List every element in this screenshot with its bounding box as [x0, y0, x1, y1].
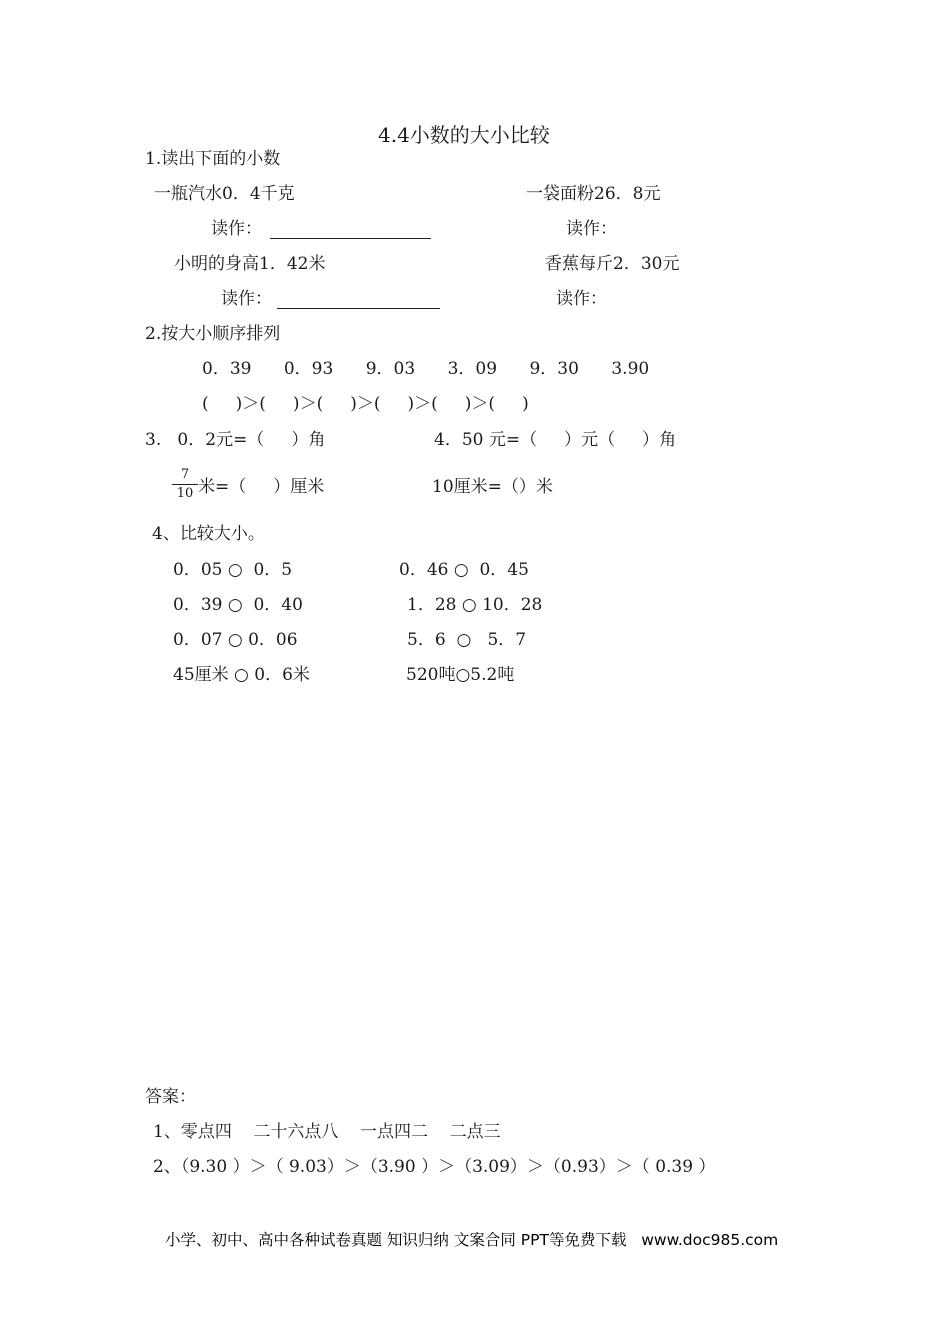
q1-read-label-2: 读作：: [566, 219, 617, 239]
q1-item-height: 小明的身高1．42米: [174, 254, 326, 274]
answers-heading: 答案：: [145, 1087, 196, 1107]
q1-read-label-4: 读作：: [556, 289, 607, 309]
fraction-seven-tenths: [172, 468, 198, 501]
q4-row-1-left: 0．05 ○ 0．5: [173, 560, 293, 580]
answer-line-1: 1、零点四 二十六点八 一点四二 二点三: [153, 1122, 501, 1142]
q4-row-2-left: 0．39 ○ 0．40: [173, 595, 303, 615]
q1-read-label-1: 读作：: [211, 219, 262, 239]
q4-row-4-right: 520吨○5.2吨: [406, 665, 515, 685]
q3-cm-to-meter: 10厘米=（）米: [432, 477, 553, 497]
q1-answer-line-3: [277, 308, 440, 309]
q4-row-3-left: 0．07 ○ 0．06: [173, 630, 298, 650]
answer-line-2: 2、（9.30 ）＞（ 9.03）＞（3.90 ）＞（3.09）＞（0.93）＞（ 0.39 ）: [153, 1157, 716, 1177]
page-title: 4.4小数的大小比较: [378, 123, 550, 147]
q1-read-label-3: 读作：: [221, 289, 272, 309]
q4-row-3-right: 5．6 ○ 5．7: [407, 630, 527, 650]
q4-row-4-left: 45厘米 ○ 0．6米: [173, 665, 310, 685]
fraction-denominator: 10: [176, 486, 194, 501]
q4-heading: 4、比较大小。: [152, 524, 265, 544]
q1-answer-line-1: [270, 238, 431, 239]
q3-meter-to-cm: 米=（ ）厘米: [198, 477, 325, 497]
q4-row-2-right: 1．28 ○ 10．28: [407, 595, 543, 615]
q2-heading: 2.按大小顺序排列: [145, 324, 281, 344]
q2-numbers: 0．39 0．93 9．03 3．09 9．30 3.90: [202, 359, 650, 379]
q1-item-soda: 一瓶汽水0．4千克: [154, 184, 295, 204]
q1-heading: 1.读出下面的小数: [145, 149, 281, 169]
q4-yuan-jiao: 4．50 元=（ ）元（ ）角: [434, 430, 677, 450]
fraction-bar: [172, 484, 198, 485]
q3-yuan-to-jiao: 3. 0．2元=（ ）角: [145, 430, 326, 450]
q1-item-banana: 香蕉每斤2．30元: [545, 254, 680, 274]
fraction-numerator: 7: [180, 467, 190, 482]
q1-item-flour: 一袋面粉26．8元: [526, 184, 661, 204]
q2-order-blanks: ( )＞( )＞( )＞( )＞( )＞( ): [202, 394, 529, 414]
q4-row-1-right: 0．46 ○ 0．45: [399, 560, 529, 580]
footer-banner: 小学、初中、高中各种试卷真题 知识归纳 文案合同 PPT等免费下载 www.doc985.com: [165, 1231, 779, 1249]
